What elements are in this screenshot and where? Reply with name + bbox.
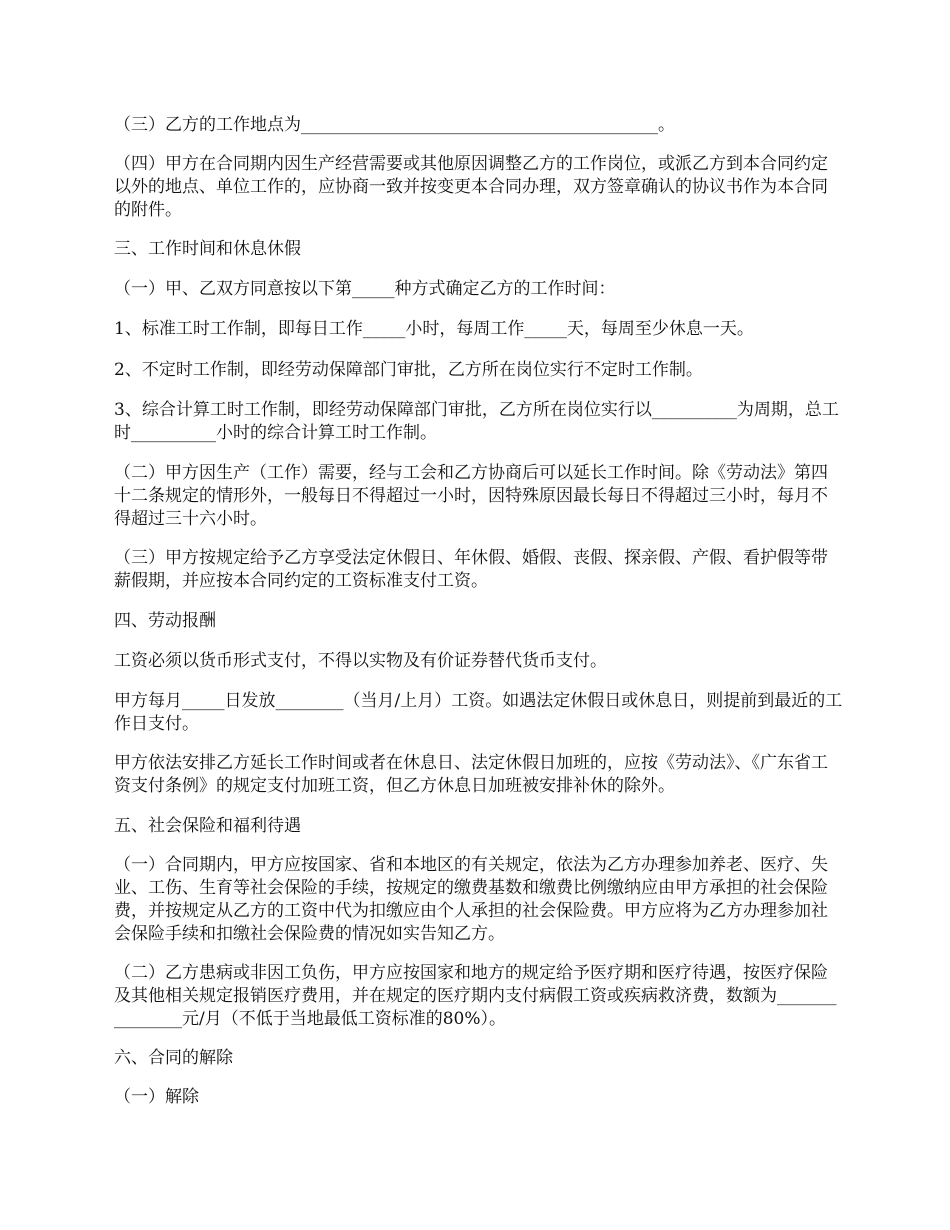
- section-heading-termination: 六、合同的解除: [114, 1048, 233, 1068]
- section-heading-work-hours: 三、工作时间和休息休假: [114, 239, 301, 259]
- section-heading-social-insurance: 五、社会保险和福利待遇: [114, 816, 301, 836]
- paragraph-standard-hours: 1、标准工时工作制，即每日工作_____小时，每周工作_____天，每周至少休息一天。: [114, 319, 754, 339]
- paragraph-paid-leave: （三）甲方按规定给予乙方享受法定休假日、年休假、婚假、丧假、探亲假、产假、看护假等带薪假期，并应按本合同约定的工资标准支付工资。: [114, 548, 828, 591]
- paragraph-wage-payday: 甲方每月_____日发放________（当月/上月）工资。如遇法定休假日或休息日，则提前到最近的工作日支付。: [114, 691, 843, 734]
- paragraph-comprehensive-hours: 3、综合计算工时工作制，即经劳动保障部门审批，乙方所在岗位实行以__________为周期，总工时__________小时的综合计算工时工作制。: [114, 400, 839, 443]
- paragraph-work-location: （三）乙方的工作地点为__________________________________________。: [114, 115, 675, 135]
- paragraph-wage-currency: 工资必须以货币形式支付，不得以实物及有价证券替代货币支付。: [114, 651, 607, 671]
- paragraph-social-insurance: （一）合同期内，甲方应按国家、省和本地区的有关规定，依法为乙方办理参加养老、医疗、失业、工伤、生育等社会保险的手续，按规定的缴费基数和缴费比例缴纳应由甲方承担的社会保险费，并按规定从乙方的工资中代为扣缴应由个人承担的社会保险费。甲方应将为乙方办理参加社会保险手续和扣缴社会保险费的情况如实告知乙方。: [114, 855, 828, 944]
- section-heading-remuneration: 四、劳动报酬: [114, 611, 216, 631]
- paragraph-flexible-hours: 2、不定时工作制，即经劳动保障部门审批，乙方所在岗位实行不定时工作制。: [114, 360, 703, 380]
- paragraph-termination-sub: （一）解除: [114, 1087, 199, 1107]
- paragraph-work-time-method: （一）甲、乙双方同意按以下第_____种方式确定乙方的工作时间：: [114, 279, 616, 299]
- paragraph-medical-treatment: （二）乙方患病或非因工负伤，甲方应按国家和地方的规定给予医疗期和医疗待遇，按医疗保险及其他相关规定报销医疗费用，并在规定的医疗期内支付病假工资或疾病救济费，数额为_______________元/月（不低于当地最低工资标准的80%）。: [114, 963, 837, 1029]
- paragraph-overtime-pay: 甲方依法安排乙方延长工作时间或者在休息日、法定休假日加班的，应按《劳动法》、《广东省工资支付条例》的规定支付加班工资，但乙方休息日加班被安排补休的除外。: [114, 753, 828, 796]
- paragraph-job-adjustment: （四）甲方在合同期内因生产经营需要或其他原因调整乙方的工作岗位，或派乙方到本合同约定以外的地点、单位工作的，应协商一致并按变更本合同办理，双方签章确认的协议书作为本合同的附件。: [114, 154, 828, 220]
- paragraph-overtime: （二）甲方因生产（工作）需要，经与工会和乙方协商后可以延长工作时间。除《劳动法》第四十二条规定的情形外，一般每日不得超过一小时，因特殊原因最长每日不得超过三小时，每月不得超过三十六小时。: [114, 463, 828, 529]
